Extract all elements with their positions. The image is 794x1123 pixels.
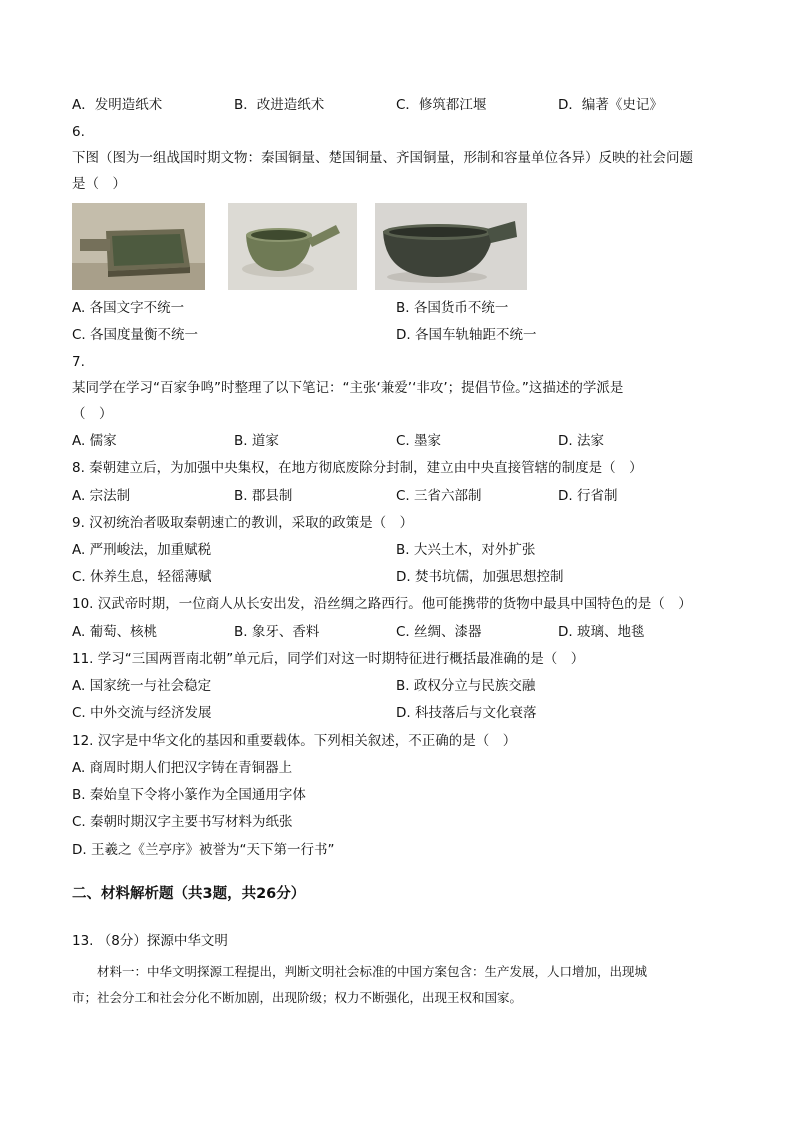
q5-option-c: C．修筑都江堰 bbox=[396, 97, 487, 113]
q9-stem: 9. 汉初统治者吸取秦朝速亡的教训，采取的政策是（ ） bbox=[72, 515, 414, 531]
q13-material-line2: 市；社会分工和社会分化不断加剧，出现阶级；权力不断强化，出现王权和国家。 bbox=[72, 990, 523, 1005]
q6-number: 6. bbox=[72, 124, 85, 140]
qin-bronze-measure-image bbox=[72, 203, 205, 290]
q6-option-c: C. 各国度量衡不统一 bbox=[72, 327, 199, 343]
q11-option-a: A. 国家统一与社会稳定 bbox=[72, 678, 212, 694]
q8-option-b: B. 郡县制 bbox=[234, 488, 293, 504]
q5-option-d: D．编著《史记》 bbox=[558, 97, 663, 113]
q11-option-d: D. 科技落后与文化衰落 bbox=[396, 705, 537, 721]
q7-option-b: B. 道家 bbox=[234, 433, 279, 449]
q7-number: 7. bbox=[72, 354, 85, 370]
q6-stem-line1: 下图（图为一组战国时期文物：秦国铜量、楚国铜量、齐国铜量，形制和容量单位各异）反映的社会问题 bbox=[72, 150, 693, 166]
q11-option-c: C. 中外交流与经济发展 bbox=[72, 705, 212, 721]
q9-option-a: A. 严刑峻法，加重赋税 bbox=[72, 542, 212, 558]
q9-option-d: D. 焚书坑儒，加强思想控制 bbox=[396, 569, 564, 585]
q10-option-d: D. 玻璃、地毯 bbox=[558, 624, 645, 640]
q9-option-b: B. 大兴土木，对外扩张 bbox=[396, 542, 536, 558]
q6-option-b: B. 各国货币不统一 bbox=[396, 300, 509, 316]
q12-option-d: D. 王羲之《兰亭序》被誉为“天下第一行书” bbox=[72, 842, 335, 858]
q8-option-c: C. 三省六部制 bbox=[396, 488, 482, 504]
q8-option-a: A. 宗法制 bbox=[72, 488, 131, 504]
q8-stem: 8. 秦朝建立后，为加强中央集权，在地方彻底废除分封制，建立由中央直接管辖的制度是（ ） bbox=[72, 460, 643, 476]
q12-option-b: B. 秦始皇下令将小篆作为全国通用字体 bbox=[72, 787, 306, 803]
q6-option-a: A. 各国文字不统一 bbox=[72, 300, 185, 316]
q10-option-c: C. 丝绸、漆器 bbox=[396, 624, 482, 640]
q7-option-c: C. 墨家 bbox=[396, 433, 442, 449]
section-heading: 二、材料解析题（共3题，共26分） bbox=[72, 886, 306, 902]
q10-stem: 10. 汉武帝时期，一位商人从长安出发，沿丝绸之路西行。他可能携带的货物中最具中国特色的是（ ） bbox=[72, 596, 692, 612]
q5-option-a: A．发明造纸术 bbox=[72, 97, 163, 113]
q7-stem-line1: 某同学在学习“百家争鸣”时整理了以下笔记：“主张‘兼爱’‘非攻’；提倡节俭。”这描述的学派是 bbox=[72, 380, 624, 396]
q13-material-line1: 材料一：中华文明探源工程提出，判断文明社会标准的中国方案包含：生产发展，人口增加，出现城 bbox=[72, 964, 648, 979]
q5-option-b: B．改进造纸术 bbox=[234, 97, 325, 113]
q6-stem-line2: 是（ ） bbox=[72, 176, 126, 192]
q11-option-b: B. 政权分立与民族交融 bbox=[396, 678, 536, 694]
q7-option-d: D. 法家 bbox=[558, 433, 604, 449]
q12-option-a: A. 商周时期人们把汉字铸在青铜器上 bbox=[72, 760, 293, 776]
q12-option-c: C. 秦朝时期汉字主要书写材料为纸张 bbox=[72, 814, 293, 830]
chu-bronze-measure-image bbox=[228, 203, 357, 290]
q6-option-d: D. 各国车轨轴距不统一 bbox=[396, 327, 537, 343]
q13-stem: 13. （8分）探源中华文明 bbox=[72, 933, 228, 949]
q9-option-c: C. 休养生息，轻徭薄赋 bbox=[72, 569, 212, 585]
q12-stem: 12. 汉字是中华文化的基因和重要载体。下列相关叙述，不正确的是（ ） bbox=[72, 733, 517, 749]
q7-option-a: A. 儒家 bbox=[72, 433, 117, 449]
q8-option-d: D. 行省制 bbox=[558, 488, 618, 504]
q11-stem: 11. 学习“三国两晋南北朝”单元后，同学们对这一时期特征进行概括最准确的是（ ） bbox=[72, 651, 585, 667]
q10-option-b: B. 象牙、香料 bbox=[234, 624, 320, 640]
q10-option-a: A. 葡萄、核桃 bbox=[72, 624, 158, 640]
q7-stem-line2: （ ） bbox=[72, 406, 113, 422]
qi-bronze-measure-image bbox=[375, 203, 527, 290]
